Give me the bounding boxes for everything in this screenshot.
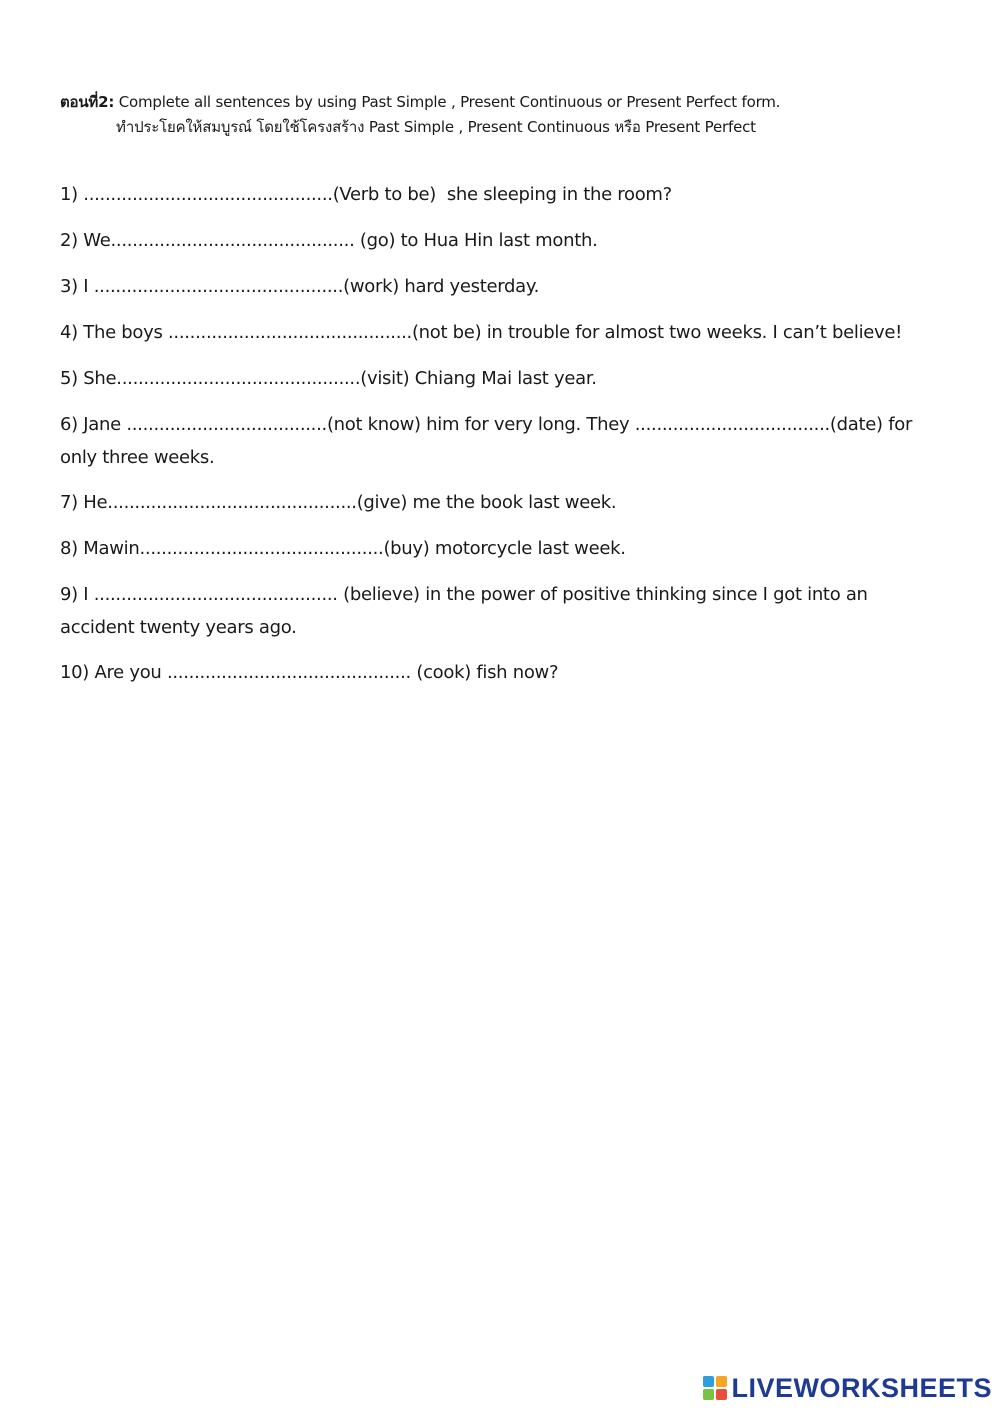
logo-text: LIVEWORKSHEETS	[731, 1372, 992, 1403]
instructions-english	[60, 90, 780, 114]
logo-square-4	[716, 1389, 727, 1400]
question-4: 4) The boys .............................................(not be) in trouble for almost two weeks. I can’t believe!	[60, 322, 903, 343]
question-10: 10) Are you ............................................. (cook) fish now?	[60, 662, 559, 683]
question-7: 7) He..............................................(give) me the book last week.	[60, 492, 617, 513]
question-1: 1) ..............................................(Verb to be) she sleeping in the room?	[60, 184, 672, 205]
question-3: 3) I ..............................................(work) hard yesterday.	[60, 276, 540, 297]
logo-square-1	[703, 1376, 714, 1387]
question-9: 9) I ............................................. (believe) in the power of positive thinking since I got into an accident twenty years ago.	[60, 584, 874, 638]
instructions-english-text: Complete all sentences by using Past Simple , Present Continuous or Present Perfect form.	[118, 93, 781, 111]
question-8: 8) Mawin.............................................(buy) motorcycle last week.	[60, 538, 626, 559]
logo-square-2	[716, 1376, 727, 1387]
section-label: ตอนที่2:	[60, 93, 115, 111]
instructions-thai: ทำประโยคให้สมบูรณ์ โดยใช้โครงสร้าง Past Simple , Present Continuous หรือ Present Perfect	[116, 118, 756, 136]
question-2: 2) We............................................. (go) to Hua Hin last month.	[60, 230, 598, 251]
question-5: 5) She.............................................(visit) Chiang Mai last year.	[60, 368, 597, 389]
liveworksheets-logo	[703, 1373, 992, 1403]
logo-mark-icon	[703, 1376, 727, 1400]
logo-square-3	[703, 1389, 714, 1400]
question-6: 6) Jane .....................................(not know) him for very long. They ....................................(date) for only three weeks.	[60, 414, 918, 468]
